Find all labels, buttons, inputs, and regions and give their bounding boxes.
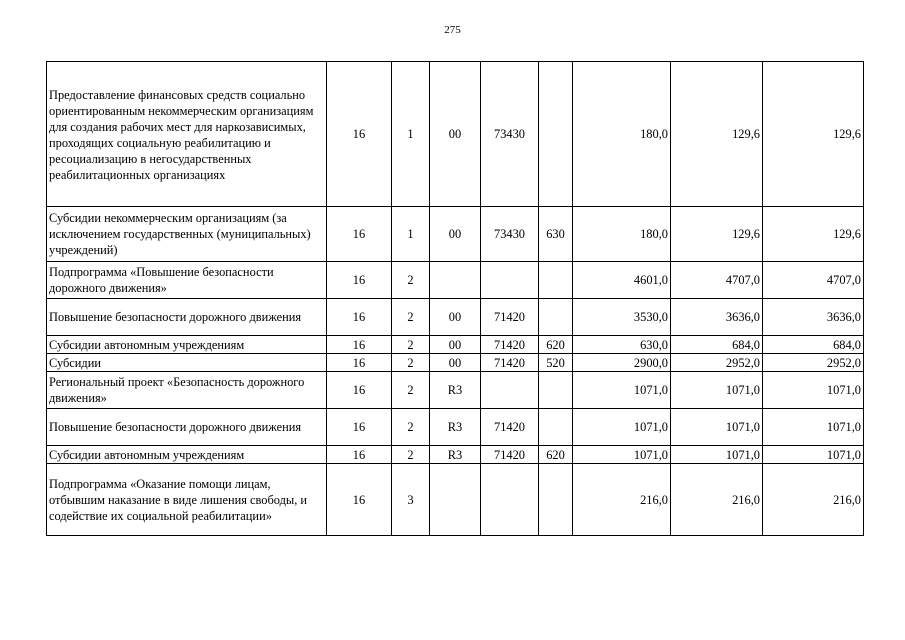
page-number: 275 <box>444 24 461 36</box>
amount-1: 630,0 <box>573 336 671 354</box>
row-name: Субсидии некоммерческим организациям (за исключением государственных (муниципальных) учреждений) <box>47 207 327 262</box>
row-name: Повышение безопасности дорожного движения <box>47 299 327 336</box>
gp-code: 16 <box>327 372 392 409</box>
amount-3: 1071,0 <box>763 409 864 446</box>
amount-3: 3636,0 <box>763 299 864 336</box>
expense-type-code: 620 <box>539 336 573 354</box>
budget-table-body <box>47 62 864 536</box>
amount-1: 216,0 <box>573 464 671 536</box>
direction-code <box>481 464 539 536</box>
table-row <box>47 207 864 262</box>
amount-2: 216,0 <box>671 464 763 536</box>
om-code: R3 <box>430 409 481 446</box>
expense-type-code: 630 <box>539 207 573 262</box>
amount-2: 4707,0 <box>671 262 763 299</box>
row-name: Субсидии <box>47 354 327 372</box>
amount-2: 129,6 <box>671 207 763 262</box>
direction-code: 73430 <box>481 207 539 262</box>
row-name: Региональный проект «Безопасность дорожного движения» <box>47 372 327 409</box>
om-code: R3 <box>430 446 481 464</box>
table-row <box>47 464 864 536</box>
amount-1: 1071,0 <box>573 446 671 464</box>
table-row <box>47 336 864 354</box>
row-name: Предоставление финансовых средств социально ориентированным некоммерческим организациям для создания рабочих мест для наркозависимых, проходящих социальную реабилитацию и ресоциализацию в негосударственных реабилитационных организациях <box>47 62 327 207</box>
row-name: Подпрограмма «Оказание помощи лицам, отбывшим наказание в виде лишения свободы, и содействие их социальной реабилитации» <box>47 464 327 536</box>
amount-3: 129,6 <box>763 207 864 262</box>
table-row <box>47 354 864 372</box>
gp-code: 16 <box>327 299 392 336</box>
amount-3: 129,6 <box>763 62 864 207</box>
amount-3: 1071,0 <box>763 372 864 409</box>
amount-2: 1071,0 <box>671 409 763 446</box>
pp-code: 2 <box>392 299 430 336</box>
amount-3: 216,0 <box>763 464 864 536</box>
om-code <box>430 262 481 299</box>
pp-code: 2 <box>392 354 430 372</box>
expense-type-code <box>539 409 573 446</box>
direction-code <box>481 372 539 409</box>
pp-code: 2 <box>392 372 430 409</box>
amount-3: 684,0 <box>763 336 864 354</box>
table-row <box>47 62 864 207</box>
gp-code: 16 <box>327 354 392 372</box>
direction-code: 71420 <box>481 409 539 446</box>
gp-code: 16 <box>327 62 392 207</box>
amount-2: 684,0 <box>671 336 763 354</box>
gp-code: 16 <box>327 336 392 354</box>
amount-2: 2952,0 <box>671 354 763 372</box>
amount-1: 2900,0 <box>573 354 671 372</box>
direction-code: 71420 <box>481 299 539 336</box>
direction-code: 71420 <box>481 446 539 464</box>
budget-table <box>46 61 864 536</box>
amount-2: 1071,0 <box>671 372 763 409</box>
row-name: Повышение безопасности дорожного движения <box>47 409 327 446</box>
om-code <box>430 464 481 536</box>
table-row <box>47 262 864 299</box>
amount-2: 3636,0 <box>671 299 763 336</box>
om-code: 00 <box>430 62 481 207</box>
amount-1: 3530,0 <box>573 299 671 336</box>
pp-code: 3 <box>392 464 430 536</box>
gp-code: 16 <box>327 409 392 446</box>
table-row <box>47 299 864 336</box>
pp-code: 2 <box>392 446 430 464</box>
amount-1: 1071,0 <box>573 372 671 409</box>
expense-type-code <box>539 262 573 299</box>
pp-code: 2 <box>392 409 430 446</box>
expense-type-code: 520 <box>539 354 573 372</box>
expense-type-code <box>539 464 573 536</box>
om-code: R3 <box>430 372 481 409</box>
direction-code: 71420 <box>481 354 539 372</box>
table-row <box>47 409 864 446</box>
direction-code: 71420 <box>481 336 539 354</box>
pp-code: 2 <box>392 262 430 299</box>
amount-3: 2952,0 <box>763 354 864 372</box>
amount-2: 1071,0 <box>671 446 763 464</box>
amount-1: 1071,0 <box>573 409 671 446</box>
gp-code: 16 <box>327 262 392 299</box>
gp-code: 16 <box>327 446 392 464</box>
pp-code: 1 <box>392 207 430 262</box>
direction-code: 73430 <box>481 62 539 207</box>
row-name: Субсидии автономным учреждениям <box>47 446 327 464</box>
amount-2: 129,6 <box>671 62 763 207</box>
direction-code <box>481 262 539 299</box>
amount-3: 4707,0 <box>763 262 864 299</box>
pp-code: 2 <box>392 336 430 354</box>
om-code: 00 <box>430 354 481 372</box>
om-code: 00 <box>430 299 481 336</box>
expense-type-code: 620 <box>539 446 573 464</box>
amount-1: 4601,0 <box>573 262 671 299</box>
expense-type-code <box>539 299 573 336</box>
amount-1: 180,0 <box>573 62 671 207</box>
gp-code: 16 <box>327 464 392 536</box>
table-row <box>47 446 864 464</box>
expense-type-code <box>539 372 573 409</box>
pp-code: 1 <box>392 62 430 207</box>
row-name: Подпрограмма «Повышение безопасности дорожного движения» <box>47 262 327 299</box>
row-name: Субсидии автономным учреждениям <box>47 336 327 354</box>
amount-1: 180,0 <box>573 207 671 262</box>
amount-3: 1071,0 <box>763 446 864 464</box>
table-row <box>47 372 864 409</box>
expense-type-code <box>539 62 573 207</box>
gp-code: 16 <box>327 207 392 262</box>
om-code: 00 <box>430 207 481 262</box>
om-code: 00 <box>430 336 481 354</box>
